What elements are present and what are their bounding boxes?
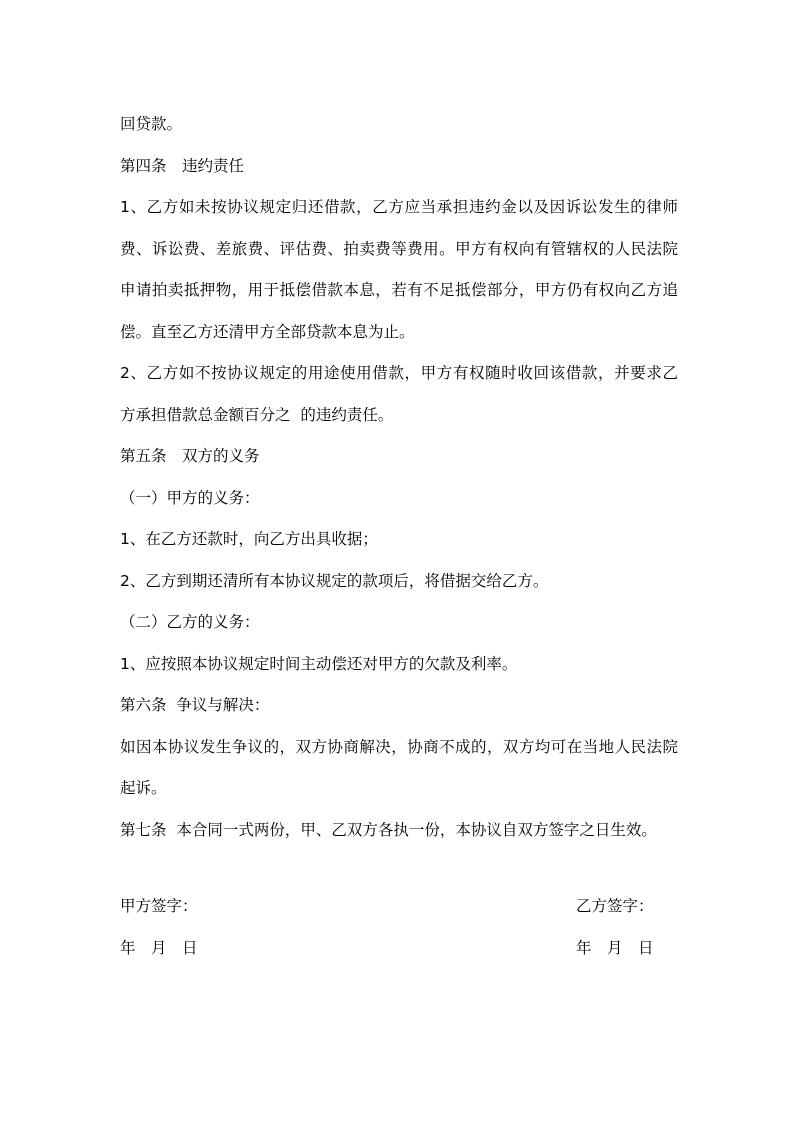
party-a-date: 年 月 日 xyxy=(120,939,198,957)
text-line: 回贷款。 xyxy=(120,115,183,133)
section-heading-article-6: 第六条 争议与解决： xyxy=(120,696,270,714)
contract-body xyxy=(120,104,678,851)
text-line: 方承担借款总金额百分之 的违约责任。 xyxy=(120,405,394,424)
text-line: 1、乙方如未按协议规定归还借款，乙方应当承担违约金以及因诉讼发生的律师 xyxy=(120,198,678,216)
text-line: 2、乙方如不按协议规定的用途使用借款，甲方有权随时收回该借款，并要求乙 xyxy=(120,364,678,382)
section-heading-article-7: 第七条 本合同一式两份，甲、乙双方各执一份，本协议自双方签字之日生效。 xyxy=(120,820,657,839)
section-heading-article-5: 第五条 双方的义务 xyxy=(120,447,260,465)
signature-row xyxy=(120,886,660,928)
text-line: 偿。直至乙方还清甲方全部贷款本息为止。 xyxy=(120,322,415,341)
party-b-date: 年 月 日 xyxy=(576,939,654,957)
text-line: 费、诉讼费、差旅费、评估费、拍卖费等费用。甲方有权向有管辖权的人民法院 xyxy=(120,239,678,258)
text-line: 1、在乙方还款时，向乙方出具收据； xyxy=(120,530,378,548)
subsection-heading: （一）甲方的义务： xyxy=(120,488,260,507)
date-row xyxy=(120,928,660,970)
text-line: 申请拍卖抵押物，用于抵偿借款本息，若有不足抵偿部分，甲方仍有权向乙方追 xyxy=(120,281,678,299)
text-line: 如因本协议发生争议的，双方协商解决，协商不成的，双方均可在当地人民法院 xyxy=(120,737,678,756)
text-line: 1、应按照本协议规定时间主动偿还对甲方的欠款及利率。 xyxy=(120,654,518,673)
party-b-signature-label: 乙方签字： xyxy=(576,897,654,915)
party-a-signature-label: 甲方签字： xyxy=(120,897,198,915)
subsection-heading: （二）乙方的义务： xyxy=(120,613,260,631)
section-heading-article-4: 第四条 违约责任 xyxy=(120,156,245,175)
text-line: 2、乙方到期还清所有本协议规定的款项后，将借据交给乙方。 xyxy=(120,571,549,590)
text-line: 起诉。 xyxy=(120,779,167,797)
